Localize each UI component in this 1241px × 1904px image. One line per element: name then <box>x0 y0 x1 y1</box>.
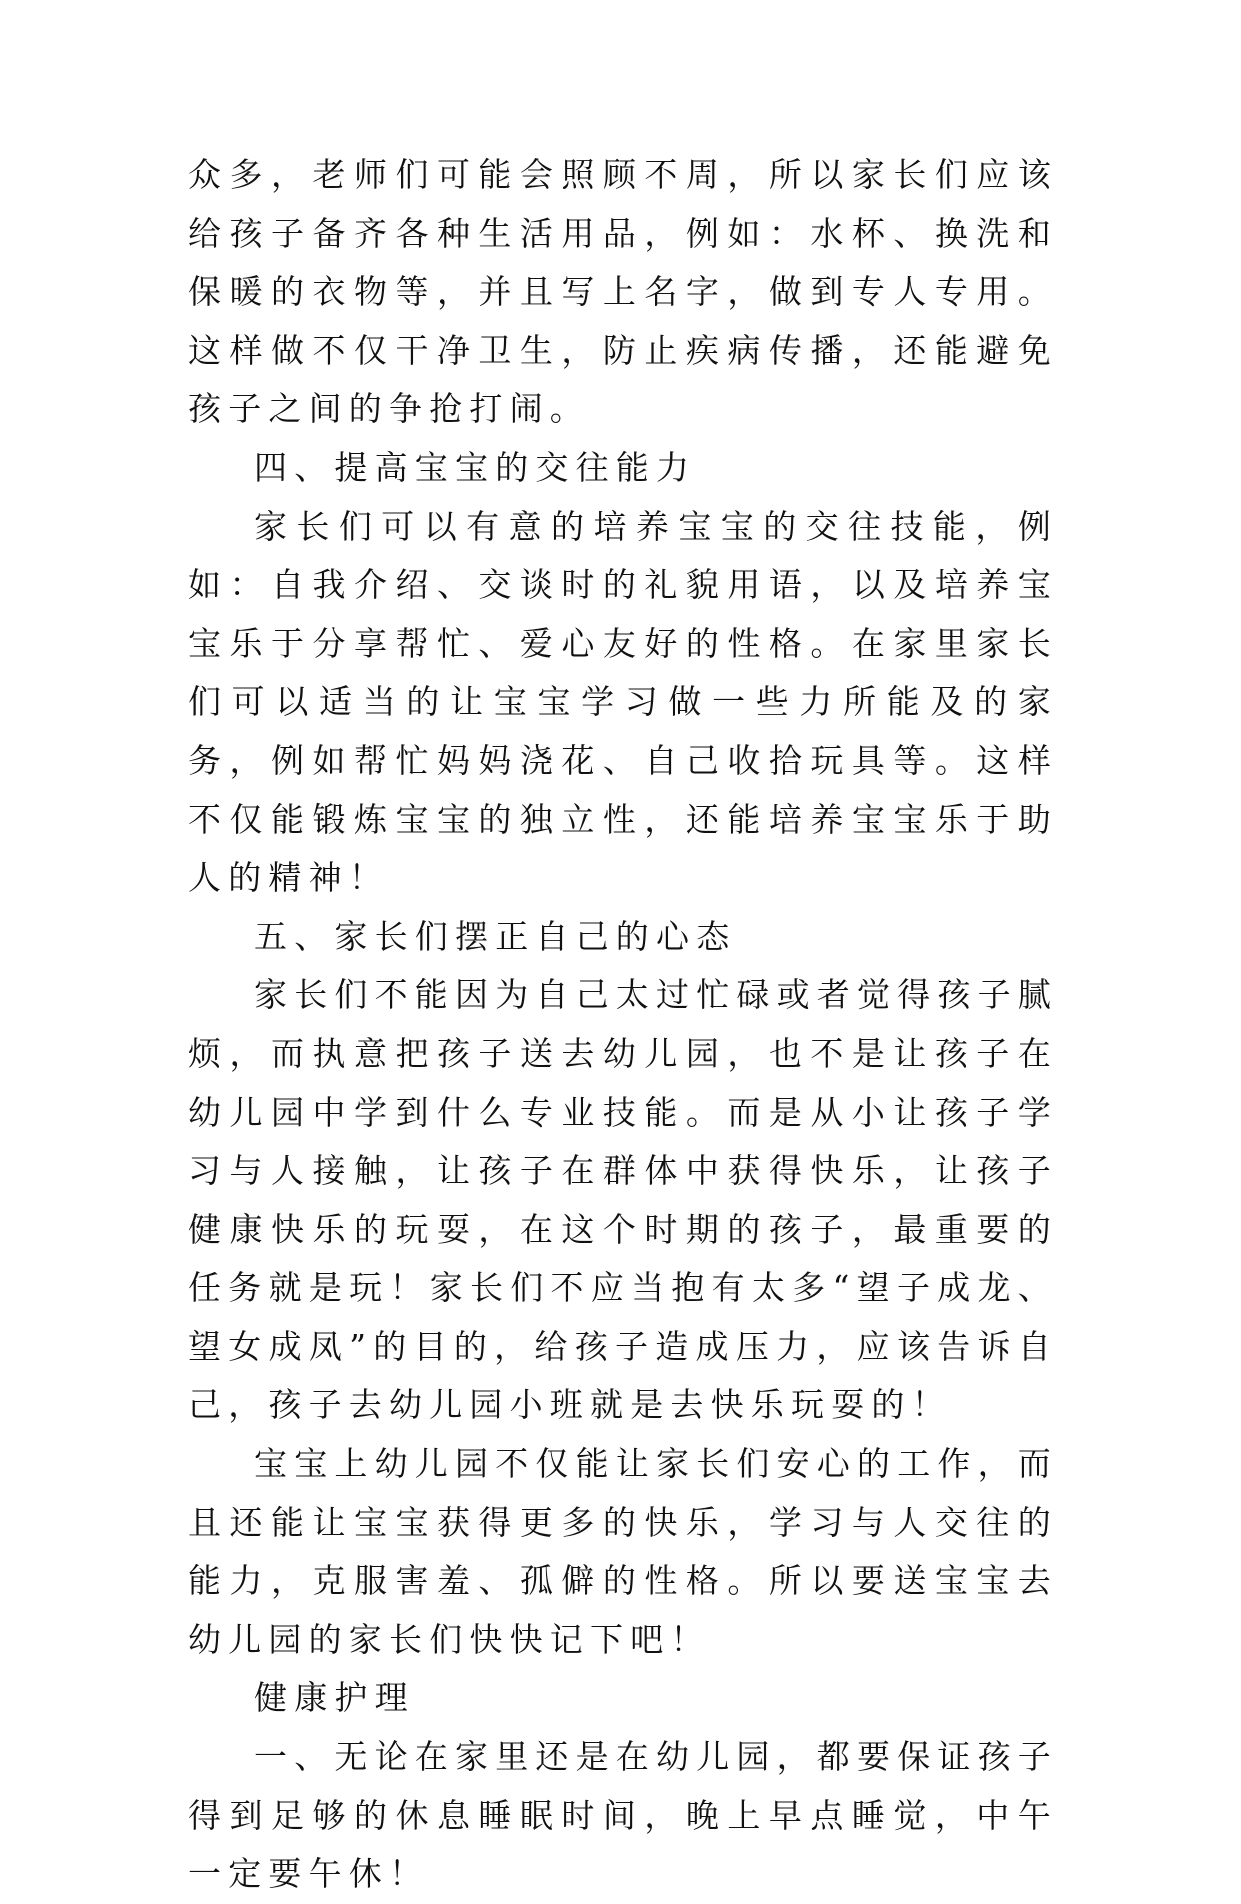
section-heading-four: 四、提高宝宝的交往能力 <box>254 447 697 487</box>
paragraph-parent-mindset: 家长们不能因为自己太过忙碌或者觉得孩子腻烦，而执意把孩子送去幼儿园，也不是让孩子在幼儿园中学到什么专业技能。而是从小让孩子学习与人接触，让孩子在群体中获得快乐，让孩子健康快乐的玩耍，在这个时期的孩子，最重要的任务就是玩！家长们不应当抱有太多“望子成龙、望女成凤”的目的，给孩子造成压力，应该告诉自己，孩子去幼儿园小班就是去快乐玩耍的！ <box>188 975 1058 1425</box>
paragraph-summary: 宝宝上幼儿园不仅能让家长们安心的工作，而且还能让宝宝获得更多的快乐，学习与人交往的能力，克服害羞、孤僻的性格。所以要送宝宝去幼儿园的家长们快快记下吧！ <box>188 1444 1058 1659</box>
document-body <box>188 146 1058 1904</box>
paragraph-sleep: 一、无论在家里还是在幼儿园，都要保证孩子得到足够的休息睡眠时间，晚上早点睡觉，中午一定要午休！ <box>188 1737 1058 1894</box>
paragraph-continued: 众多，老师们可能会照顾不周，所以家长们应该给孩子备齐各种生活用品，例如：水杯、换洗和保暖的衣物等，并且写上名字，做到专人专用。这样做不仅干净卫生，防止疾病传播，还能避免孩子之间的争抢打闹。 <box>188 155 1058 429</box>
section-heading-health-care: 健康护理 <box>254 1678 415 1718</box>
section-heading-five: 五、家长们摆正自己的心态 <box>254 916 737 956</box>
paragraph-social-skills: 家长们可以有意的培养宝宝的交往技能，例如：自我介绍、交谈时的礼貌用语，以及培养宝宝乐于分享帮忙、爱心友好的性格。在家里家长们可以适当的让宝宝学习做一些力所能及的家务，例如帮忙妈妈浇花、自己收拾玩具等。这样不仅能锻炼宝宝的独立性，还能培养宝宝乐于助人的精神！ <box>188 506 1058 898</box>
